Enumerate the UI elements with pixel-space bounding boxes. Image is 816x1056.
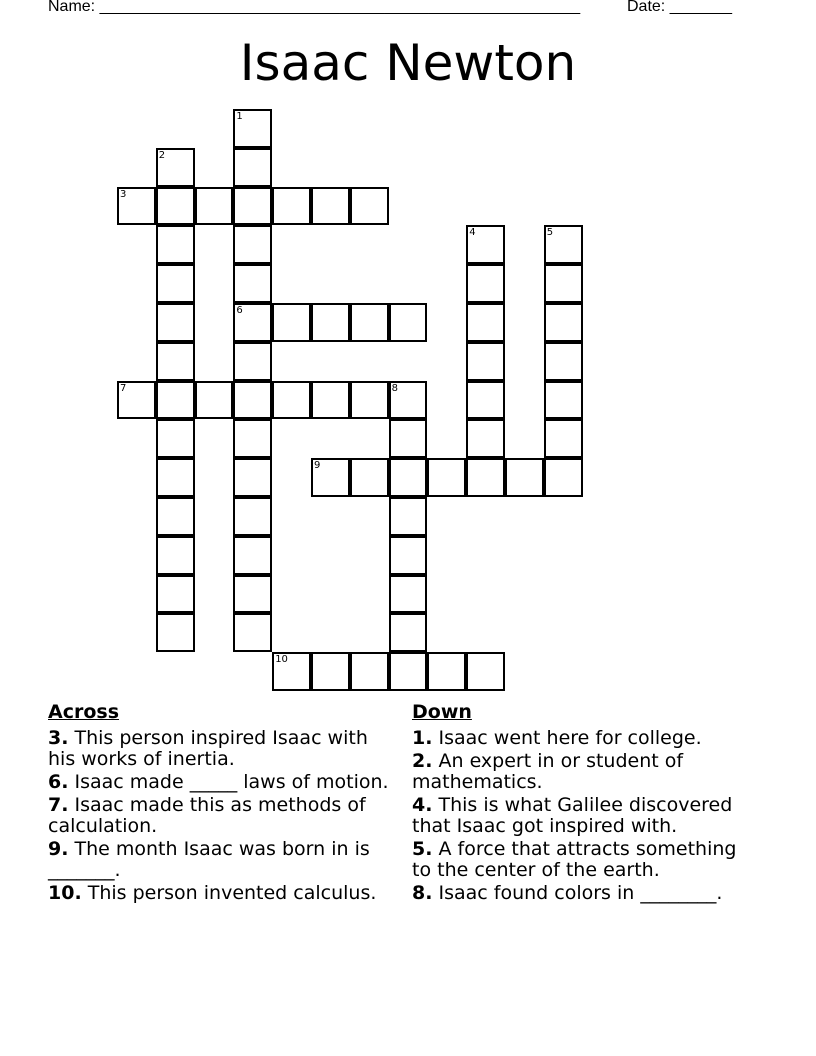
crossword-cell[interactable] bbox=[156, 613, 195, 652]
crossword-cell[interactable] bbox=[272, 652, 311, 691]
clue-text: This is what Galilee discovered that Isaac got inspired with. bbox=[412, 794, 733, 837]
across-clue bbox=[48, 795, 393, 837]
crossword-cell[interactable] bbox=[311, 303, 350, 342]
crossword-cell[interactable] bbox=[233, 109, 272, 148]
crossword-cell[interactable] bbox=[389, 303, 428, 342]
crossword-cell[interactable] bbox=[233, 187, 272, 226]
clue-text: This person inspired Isaac with his works of inertia. bbox=[48, 727, 368, 770]
crossword-cell[interactable] bbox=[156, 225, 195, 264]
clue-number: 1. bbox=[412, 727, 433, 749]
clue-text: Isaac found colors in ________. bbox=[438, 882, 723, 904]
crossword-cell[interactable] bbox=[311, 381, 350, 420]
crossword-cell[interactable] bbox=[311, 458, 350, 497]
crossword-cell[interactable] bbox=[156, 342, 195, 381]
down-clue bbox=[412, 751, 757, 793]
crossword-cell[interactable] bbox=[156, 187, 195, 226]
clue-number-label: 5 bbox=[546, 227, 554, 239]
crossword-cell[interactable] bbox=[389, 652, 428, 691]
page-title: Isaac Newton bbox=[239, 34, 577, 92]
crossword-cell[interactable] bbox=[389, 419, 428, 458]
crossword-cell[interactable] bbox=[233, 148, 272, 187]
crossword-cell[interactable] bbox=[156, 419, 195, 458]
date-field-line: Date: _______ bbox=[627, 0, 732, 15]
clue-text: An expert in or student of mathematics. bbox=[412, 750, 684, 793]
crossword-cell[interactable] bbox=[389, 536, 428, 575]
crossword-cell[interactable] bbox=[233, 342, 272, 381]
crossword-cell[interactable] bbox=[350, 652, 389, 691]
crossword-cell[interactable] bbox=[544, 458, 583, 497]
across-clues bbox=[48, 702, 393, 906]
crossword-cell[interactable] bbox=[156, 497, 195, 536]
down-clue bbox=[412, 795, 757, 837]
across-clue bbox=[48, 772, 393, 793]
down-heading: Down bbox=[412, 701, 472, 723]
crossword-cell[interactable] bbox=[350, 458, 389, 497]
clue-number-label: 4 bbox=[469, 227, 476, 239]
crossword-cell[interactable] bbox=[389, 381, 428, 420]
crossword-cell[interactable] bbox=[427, 652, 466, 691]
crossword-cell[interactable] bbox=[233, 264, 272, 303]
crossword-cell[interactable] bbox=[544, 419, 583, 458]
clue-number-label: 10 bbox=[275, 654, 288, 666]
crossword-cell[interactable] bbox=[156, 148, 195, 187]
across-clue bbox=[48, 883, 393, 904]
crossword-cell[interactable] bbox=[544, 264, 583, 303]
crossword-cell[interactable] bbox=[272, 381, 311, 420]
crossword-cell[interactable] bbox=[350, 187, 389, 226]
crossword-cell[interactable] bbox=[466, 458, 505, 497]
crossword-cell[interactable] bbox=[389, 613, 428, 652]
crossword-cell[interactable] bbox=[233, 225, 272, 264]
crossword-cell[interactable] bbox=[389, 497, 428, 536]
clue-number: 7. bbox=[48, 794, 69, 816]
crossword-cell[interactable] bbox=[233, 575, 272, 614]
crossword-cell[interactable] bbox=[466, 303, 505, 342]
crossword-cell[interactable] bbox=[156, 575, 195, 614]
crossword-cell[interactable] bbox=[233, 303, 272, 342]
crossword-cell[interactable] bbox=[466, 225, 505, 264]
clue-text: Isaac made _____ laws of motion. bbox=[74, 771, 389, 793]
crossword-cell[interactable] bbox=[233, 381, 272, 420]
across-heading: Across bbox=[48, 701, 120, 723]
crossword-cell[interactable] bbox=[233, 419, 272, 458]
crossword-cell[interactable] bbox=[466, 342, 505, 381]
crossword-cell[interactable] bbox=[117, 187, 156, 226]
clue-number: 5. bbox=[412, 838, 433, 860]
down-clue bbox=[412, 728, 757, 749]
crossword-cell[interactable] bbox=[195, 381, 234, 420]
clue-number: 8. bbox=[412, 882, 433, 904]
crossword-cell[interactable] bbox=[233, 458, 272, 497]
crossword-cell[interactable] bbox=[272, 303, 311, 342]
crossword-cell[interactable] bbox=[311, 187, 350, 226]
clue-number-label: 2 bbox=[158, 149, 166, 161]
clue-text: The month Isaac was born in is _______. bbox=[48, 838, 370, 881]
crossword-cell[interactable] bbox=[156, 458, 195, 497]
clue-text: Isaac went here for college. bbox=[438, 727, 702, 749]
clue-number: 6. bbox=[48, 771, 69, 793]
clue-number-label: 6 bbox=[236, 305, 243, 316]
clue-number-label: 8 bbox=[391, 382, 398, 394]
crossword-cell[interactable] bbox=[466, 652, 505, 691]
down-clue bbox=[412, 883, 757, 904]
crossword-cell[interactable] bbox=[544, 342, 583, 381]
crossword-cell[interactable] bbox=[466, 264, 505, 303]
crossword-cell[interactable] bbox=[544, 303, 583, 342]
crossword-cell[interactable] bbox=[117, 381, 156, 420]
across-clue bbox=[48, 839, 393, 881]
crossword-cell[interactable] bbox=[427, 458, 466, 497]
crossword-cell[interactable] bbox=[311, 652, 350, 691]
across-clue bbox=[48, 728, 393, 770]
clue-number: 2. bbox=[412, 750, 433, 772]
clue-text: This person invented calculus. bbox=[87, 882, 377, 904]
crossword-cell[interactable] bbox=[156, 536, 195, 575]
crossword-cell[interactable] bbox=[156, 381, 195, 420]
crossword-cell[interactable] bbox=[156, 303, 195, 342]
clue-number-label: 3 bbox=[120, 188, 127, 200]
clue-number-label: 1 bbox=[236, 111, 243, 122]
crossword-cell[interactable] bbox=[233, 613, 272, 652]
clue-number: 4. bbox=[412, 794, 433, 816]
crossword-cell[interactable] bbox=[389, 575, 428, 614]
clue-number: 9. bbox=[48, 838, 69, 860]
crossword-cell[interactable] bbox=[389, 458, 428, 497]
name-field-line: Name: ______________________________________________________ bbox=[48, 0, 581, 15]
clue-text: A force that attracts something to the center of the earth. bbox=[412, 838, 737, 881]
clue-number: 10. bbox=[48, 882, 82, 904]
crossword-cell[interactable] bbox=[466, 419, 505, 458]
crossword-cell[interactable] bbox=[544, 225, 583, 264]
clue-number-label: 9 bbox=[314, 460, 321, 472]
crossword-cell[interactable] bbox=[195, 187, 234, 226]
crossword-cell[interactable] bbox=[156, 264, 195, 303]
down-clues bbox=[412, 702, 757, 906]
crossword-cell[interactable] bbox=[544, 381, 583, 420]
down-clue bbox=[412, 839, 757, 881]
crossword-cell[interactable] bbox=[233, 536, 272, 575]
crossword-cell[interactable] bbox=[350, 303, 389, 342]
crossword-cell[interactable] bbox=[505, 458, 544, 497]
clue-number: 3. bbox=[48, 727, 69, 749]
crossword-cell[interactable] bbox=[350, 381, 389, 420]
clue-text: Isaac made this as methods of calculation. bbox=[48, 794, 366, 837]
crossword-cell[interactable] bbox=[272, 187, 311, 226]
crossword-cell[interactable] bbox=[233, 497, 272, 536]
crossword-cell[interactable] bbox=[466, 381, 505, 420]
clue-number-label: 7 bbox=[120, 382, 127, 394]
